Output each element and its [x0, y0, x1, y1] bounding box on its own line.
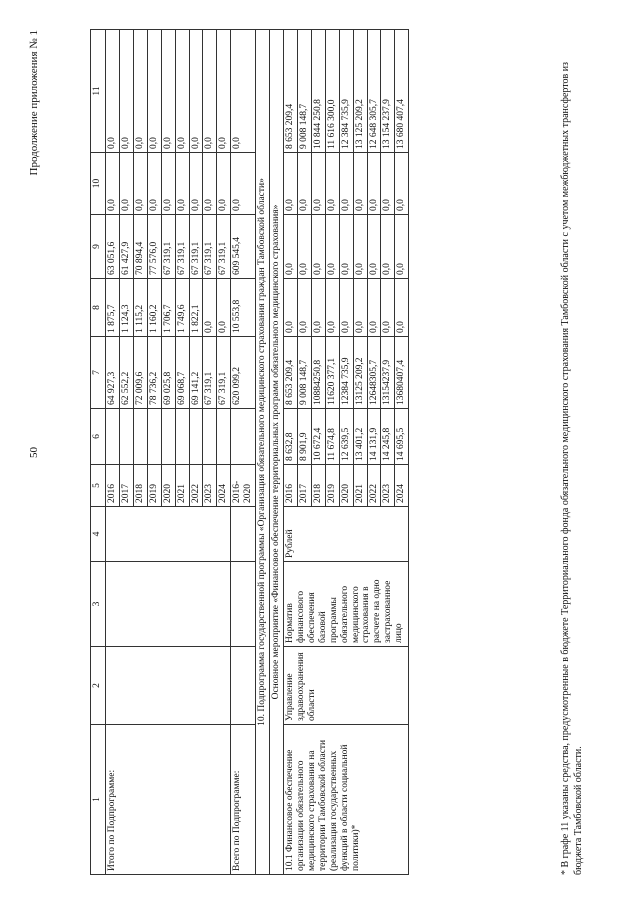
- year-cell: 2016: [283, 465, 297, 507]
- year-cell: 2024: [217, 465, 231, 507]
- value-cell: 13154237,9: [381, 337, 395, 409]
- page-number: 50: [28, 447, 40, 458]
- value-cell: 0,0: [106, 153, 120, 215]
- year-cell: 2019: [147, 465, 161, 507]
- value-cell: 0,0: [367, 279, 381, 337]
- section-row: [270, 30, 284, 875]
- value-cell: 77 576,0: [147, 215, 161, 279]
- empty-cell: [175, 409, 189, 465]
- value-cell: 1 160,2: [147, 279, 161, 337]
- value-cell: 0,0: [231, 153, 256, 215]
- value-cell: 62 552,2: [119, 337, 133, 409]
- value-cell: 0,0: [133, 30, 147, 153]
- year-cell: 2021: [353, 465, 367, 507]
- value-cell: 0,0: [175, 30, 189, 153]
- value-cell: 0,0: [147, 30, 161, 153]
- program-table: [90, 29, 409, 875]
- value-cell: 0,0: [189, 153, 203, 215]
- empty-cell: [106, 562, 231, 647]
- value-cell: 0,0: [339, 215, 353, 279]
- year-cell: 2017: [297, 465, 311, 507]
- year-cell: 2022: [367, 465, 381, 507]
- value-cell: 14 245,8: [381, 409, 395, 465]
- value-cell: 13 401,2: [353, 409, 367, 465]
- value-cell: 1 875,7: [106, 279, 120, 337]
- value-cell: 0,0: [297, 215, 311, 279]
- value-cell: 64 927,3: [106, 337, 120, 409]
- section-title: 10. Подпрограмма государственной программы «Организация обязательного медицинского страхования граждан Тамбовской области»: [256, 30, 270, 875]
- value-cell: 8 653 209,4: [283, 30, 297, 153]
- year-cell: 2020: [339, 465, 353, 507]
- value-cell: 0,0: [217, 30, 231, 153]
- value-cell: 78 736,2: [147, 337, 161, 409]
- value-cell: 8 653 209,4: [283, 337, 297, 409]
- column-number: 6: [91, 409, 106, 465]
- empty-cell: [106, 647, 231, 725]
- value-cell: 0,0: [325, 279, 339, 337]
- column-number: 2: [91, 647, 106, 725]
- value-cell: 11620 377,1: [325, 337, 339, 409]
- year-cell: 2021: [175, 465, 189, 507]
- value-cell: 0,0: [381, 153, 395, 215]
- value-cell: 0,0: [283, 215, 297, 279]
- activity-indicator: Норматив финансового обеспечения базовой программы обязательного медицинского страхования в расчете на одно застрахованное лицо: [283, 562, 408, 647]
- total-row: [231, 30, 256, 875]
- value-cell: 0,0: [161, 30, 175, 153]
- value-cell: 67 319,1: [217, 337, 231, 409]
- empty-cell: [231, 507, 256, 562]
- value-cell: 13680407,4: [395, 337, 409, 409]
- activity-name: 10.1 Финансовое обеспечение организации обязательного медицинского страхования на территории Тамбовской области (реализация государственных функций в области социальной политики)*: [283, 725, 408, 875]
- value-cell: 0,0: [311, 215, 325, 279]
- value-cell: 0,0: [367, 153, 381, 215]
- value-cell: 10 844 250,8: [311, 30, 325, 153]
- value-cell: 0,0: [381, 279, 395, 337]
- value-cell: 0,0: [119, 30, 133, 153]
- value-cell: 8 901,9: [297, 409, 311, 465]
- column-number: 4: [91, 507, 106, 562]
- column-number: 8: [91, 279, 106, 337]
- year-cell: 2022: [189, 465, 203, 507]
- value-cell: 0,0: [339, 279, 353, 337]
- value-cell: 0,0: [297, 279, 311, 337]
- value-cell: 67 319,1: [203, 337, 217, 409]
- value-cell: 0,0: [119, 153, 133, 215]
- value-cell: 8 632,8: [283, 409, 297, 465]
- activity-unit: Рублей: [283, 507, 408, 562]
- value-cell: 0,0: [381, 215, 395, 279]
- year-cell: 2023: [381, 465, 395, 507]
- continuation-note: Продолжение приложения № 1: [28, 30, 40, 176]
- value-cell: 67 319,1: [189, 215, 203, 279]
- empty-cell: [161, 409, 175, 465]
- itogo-label: Итого по Подпрограмме:: [106, 725, 231, 875]
- empty-cell: [189, 409, 203, 465]
- value-cell: 0,0: [311, 153, 325, 215]
- value-cell: 0,0: [311, 279, 325, 337]
- value-cell: 609 545,4: [231, 215, 256, 279]
- value-cell: 1 822,1: [189, 279, 203, 337]
- value-cell: 9 008 148,7: [297, 337, 311, 409]
- empty-cell: [231, 562, 256, 647]
- empty-cell: [133, 409, 147, 465]
- vsego-label: Всего по Подпрограмме:: [231, 725, 256, 875]
- value-cell: 0,0: [353, 279, 367, 337]
- value-cell: 0,0: [189, 30, 203, 153]
- value-cell: 11 616 300,0: [325, 30, 339, 153]
- value-cell: 0,0: [217, 153, 231, 215]
- empty-cell: [119, 409, 133, 465]
- value-cell: 12384 735,9: [339, 337, 353, 409]
- empty-cell: [106, 409, 120, 465]
- year-cell: 2017: [119, 465, 133, 507]
- value-cell: 12648305,7: [367, 337, 381, 409]
- value-cell: 9 008 148,7: [297, 30, 311, 153]
- value-cell: 0,0: [203, 30, 217, 153]
- value-cell: 12 648 305,7: [367, 30, 381, 153]
- year-cell: 2023: [203, 465, 217, 507]
- year-cell: 2016: [106, 465, 120, 507]
- value-cell: 0,0: [353, 215, 367, 279]
- footnote: * В графе 11 указаны средства, предусмотренные в бюджете Территориального фонда обязательного медицинского страхования Тамбовской области с учетом межбюджетных трансфертов из бюджета Тамбовской области.: [560, 61, 584, 875]
- table-row: [283, 30, 297, 875]
- value-cell: 0,0: [161, 153, 175, 215]
- value-cell: 11 674,8: [325, 409, 339, 465]
- value-cell: 0,0: [203, 279, 217, 337]
- value-cell: 13 154 237,9: [381, 30, 395, 153]
- column-number: 7: [91, 337, 106, 409]
- table-row: [106, 30, 120, 875]
- value-cell: 0,0: [133, 153, 147, 215]
- value-cell: 0,0: [325, 215, 339, 279]
- value-cell: 0,0: [297, 153, 311, 215]
- value-cell: 0,0: [283, 279, 297, 337]
- empty-cell: [231, 409, 256, 465]
- value-cell: 10884250,8: [311, 337, 325, 409]
- column-number: 5: [91, 465, 106, 507]
- value-cell: 0,0: [395, 279, 409, 337]
- value-cell: 10 672,4: [311, 409, 325, 465]
- year-cell: 2016-2020: [231, 465, 256, 507]
- value-cell: 0,0: [231, 30, 256, 153]
- value-cell: 1 124,3: [119, 279, 133, 337]
- value-cell: 0,0: [339, 153, 353, 215]
- value-cell: 0,0: [175, 153, 189, 215]
- year-cell: 2024: [395, 465, 409, 507]
- column-number: 3: [91, 562, 106, 647]
- value-cell: 67 319,1: [217, 215, 231, 279]
- value-cell: 0,0: [203, 153, 217, 215]
- value-cell: 13 125 209,2: [353, 30, 367, 153]
- column-number: 1: [91, 725, 106, 875]
- value-cell: 620 099,2: [231, 337, 256, 409]
- column-number: 10: [91, 153, 106, 215]
- empty-cell: [147, 409, 161, 465]
- value-cell: 69 025,8: [161, 337, 175, 409]
- value-cell: 13 680 407,4: [395, 30, 409, 153]
- column-number: 11: [91, 30, 106, 153]
- empty-cell: [203, 409, 217, 465]
- value-cell: 10 553,8: [231, 279, 256, 337]
- empty-cell: [106, 507, 231, 562]
- value-cell: 69 068,7: [175, 337, 189, 409]
- value-cell: 13125 209,2: [353, 337, 367, 409]
- value-cell: 1 706,7: [161, 279, 175, 337]
- value-cell: 1 749,6: [175, 279, 189, 337]
- value-cell: 61 427,9: [119, 215, 133, 279]
- section-row: [256, 30, 270, 875]
- value-cell: 14 695,5: [395, 409, 409, 465]
- empty-cell: [231, 647, 256, 725]
- year-cell: 2020: [161, 465, 175, 507]
- column-number: 9: [91, 215, 106, 279]
- value-cell: 72 009,6: [133, 337, 147, 409]
- year-cell: 2018: [311, 465, 325, 507]
- value-cell: 0,0: [217, 279, 231, 337]
- value-cell: 63 051,6: [106, 215, 120, 279]
- year-cell: 2019: [325, 465, 339, 507]
- main-activity-title: Основное мероприятие «Финансовое обеспечение территориальных программ обязательного медицинского страхования»: [270, 30, 284, 875]
- value-cell: 0,0: [395, 153, 409, 215]
- column-number-row: [91, 30, 106, 875]
- value-cell: 67 319,1: [175, 215, 189, 279]
- value-cell: 14 131,9: [367, 409, 381, 465]
- value-cell: 12 384 735,9: [339, 30, 353, 153]
- value-cell: 0,0: [283, 153, 297, 215]
- value-cell: 12 639,5: [339, 409, 353, 465]
- value-cell: 0,0: [367, 215, 381, 279]
- empty-cell: [217, 409, 231, 465]
- value-cell: 70 894,4: [133, 215, 147, 279]
- value-cell: 67 319,1: [161, 215, 175, 279]
- year-cell: 2018: [133, 465, 147, 507]
- value-cell: 0,0: [147, 153, 161, 215]
- value-cell: 69 141,2: [189, 337, 203, 409]
- value-cell: 0,0: [353, 153, 367, 215]
- value-cell: 0,0: [395, 215, 409, 279]
- value-cell: 0,0: [106, 30, 120, 153]
- activity-executor: Управление здравоохранения области: [283, 647, 408, 725]
- value-cell: 0,0: [325, 153, 339, 215]
- value-cell: 67 319,1: [203, 215, 217, 279]
- value-cell: 1 115,2: [133, 279, 147, 337]
